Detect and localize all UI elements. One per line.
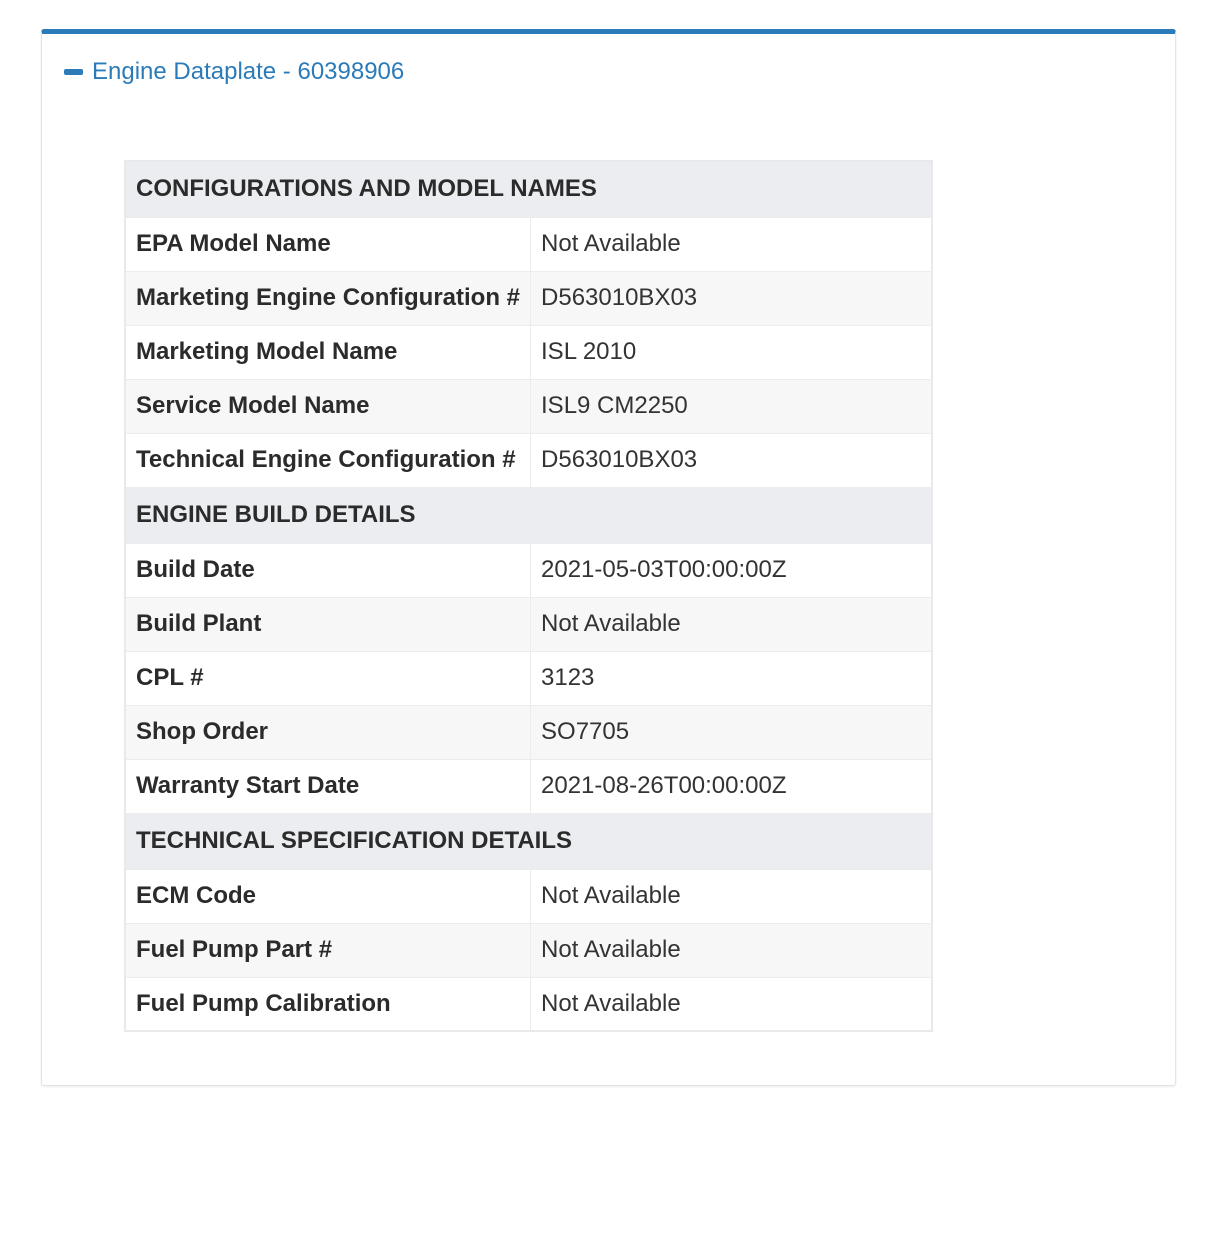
row-value: ISL9 CM2250 xyxy=(531,379,932,433)
row-value: D563010BX03 xyxy=(531,433,932,487)
row-label: Shop Order xyxy=(125,705,531,759)
row-value: Not Available xyxy=(531,217,932,271)
section-heading: TECHNICAL SPECIFICATION DETAILS xyxy=(125,813,932,869)
row-value: Not Available xyxy=(531,597,932,651)
row-value: 3123 xyxy=(531,651,932,705)
table-row xyxy=(125,433,932,487)
row-label: Fuel Pump Calibration xyxy=(125,977,531,1031)
section-heading: ENGINE BUILD DETAILS xyxy=(125,487,932,543)
row-label: ECM Code xyxy=(125,869,531,923)
row-label: Warranty Start Date xyxy=(125,759,531,813)
row-value: SO7705 xyxy=(531,705,932,759)
dataplate-table xyxy=(124,160,933,1032)
section-heading: CONFIGURATIONS AND MODEL NAMES xyxy=(125,161,932,217)
row-value: Not Available xyxy=(531,869,932,923)
row-value: D563010BX03 xyxy=(531,271,932,325)
table-row xyxy=(125,379,932,433)
table-row xyxy=(125,217,932,271)
table-row xyxy=(125,271,932,325)
table-row xyxy=(125,597,932,651)
minus-icon[interactable] xyxy=(64,69,83,75)
row-value: 2021-08-26T00:00:00Z xyxy=(531,759,932,813)
engine-dataplate-panel xyxy=(41,29,1176,1086)
row-label: Marketing Model Name xyxy=(125,325,531,379)
table-row xyxy=(125,325,932,379)
table-row xyxy=(125,759,932,813)
row-value: Not Available xyxy=(531,923,932,977)
row-label: EPA Model Name xyxy=(125,217,531,271)
table-row xyxy=(125,869,932,923)
table-row xyxy=(125,543,932,597)
table-row xyxy=(125,923,932,977)
row-value: Not Available xyxy=(531,977,932,1031)
row-label: Service Model Name xyxy=(125,379,531,433)
panel-title[interactable]: Engine Dataplate - 60398906 xyxy=(92,58,405,85)
table-row xyxy=(125,651,932,705)
section-header-row xyxy=(125,161,932,217)
section-header-row xyxy=(125,487,932,543)
panel-toggle[interactable] xyxy=(64,56,404,88)
row-label: Build Plant xyxy=(125,597,531,651)
row-value: ISL 2010 xyxy=(531,325,932,379)
section-header-row xyxy=(125,813,932,869)
table-row xyxy=(125,705,932,759)
row-label: Fuel Pump Part # xyxy=(125,923,531,977)
row-value: 2021-05-03T00:00:00Z xyxy=(531,543,932,597)
table-row xyxy=(125,977,932,1031)
row-label: Technical Engine Configuration # xyxy=(125,433,531,487)
row-label: Marketing Engine Configuration # xyxy=(125,271,531,325)
row-label: CPL # xyxy=(125,651,531,705)
row-label: Build Date xyxy=(125,543,531,597)
